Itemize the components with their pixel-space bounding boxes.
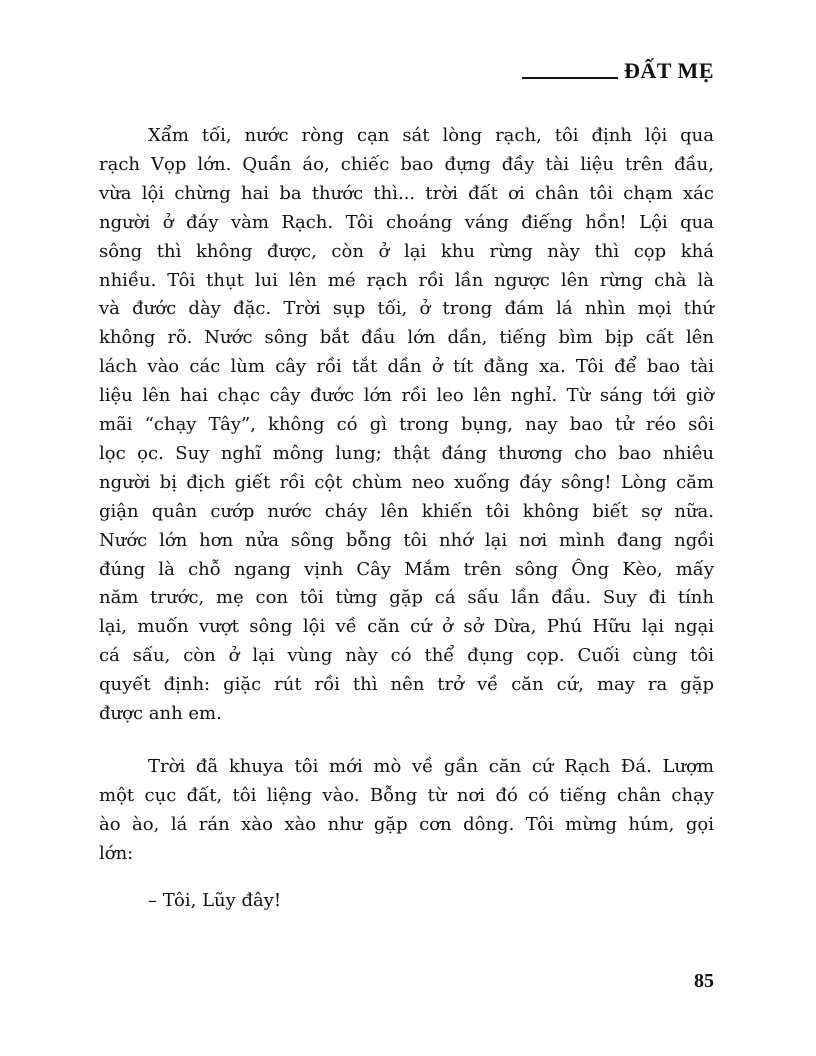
page-number: 85 bbox=[694, 970, 714, 992]
text-line: một cục đất, tôi liệng vào. Bỗng từ nơi đó có tiếng chân chạy bbox=[99, 784, 714, 806]
text-line: Nước lớn hơn nửa sông bỗng tôi nhớ lại nơi mình đang ngồi bbox=[99, 529, 714, 551]
text-line: người bị địch giết rồi cột chùm neo xuống đáy sông! Lòng căm bbox=[99, 471, 714, 493]
text-line: – Tôi, Lũy đây! bbox=[148, 890, 282, 911]
text-line: quyết định: giặc rút rồi thì nên trở về căn cứ, may ra gặp bbox=[99, 674, 714, 696]
text-line: nhiều. Tôi thụt lui lên mé rạch rồi lần ngược lên rừng chà là bbox=[99, 269, 714, 291]
header-title: ĐẤT MẸ bbox=[624, 58, 714, 83]
text-line: và đước dày đặc. Trời sụp tối, ở trong đám lá nhìn mọi thứ bbox=[99, 298, 714, 320]
text-line: lọc ọc. Suy nghĩ mông lung; thật đáng thương cho bao nhiêu bbox=[99, 442, 714, 464]
text-line: được anh em. bbox=[99, 703, 222, 724]
text-line: rạch Vọp lớn. Quần áo, chiếc bao đựng đầy tài liệu trên đầu, bbox=[99, 153, 714, 175]
text-line: lách vào các lùm cây rồi tắt dần ở tít đằng xa. Tôi để bao tài bbox=[99, 356, 714, 378]
text-line: giận quân cướp nước cháy lên khiến tôi không biết sợ nữa. bbox=[99, 500, 714, 522]
text-line: mãi “chạy Tây”, không có gì trong bụng, nay bao tử réo sôi bbox=[99, 414, 714, 435]
text-line: sông thì không được, còn ở lại khu rừng này thì cọp khá bbox=[99, 240, 714, 262]
text-line: cá sấu, còn ở lại vùng này có thể đụng cọp. Cuối cùng tôi bbox=[99, 645, 714, 667]
text-line: liệu lên hai chạc cây đước lớn rồi leo lên nghỉ. Từ sáng tới giờ bbox=[99, 385, 714, 407]
text-line: người ở đáy vàm Rạch. Tôi choáng váng điếng hồn! Lội qua bbox=[99, 211, 714, 233]
text-line: lại, muốn vượt sông lội về căn cứ ở sở Dừa, Phú Hữu lại ngại bbox=[99, 616, 714, 638]
text-line: ào ào, lá rán xào xào như gặp cơn dông. Tôi mừng húm, gọi bbox=[99, 813, 714, 835]
text-line: Trời đã khuya tôi mới mò về gần căn cứ Rạch Đá. Lượm bbox=[148, 756, 714, 777]
text-line: vừa lội chừng hai ba thước thì... trời đất ơi chân tôi chạm xác bbox=[99, 182, 714, 204]
text-line: đúng là chỗ ngang vịnh Cây Mắm trên sông Ông Kèo, mấy bbox=[99, 558, 714, 580]
text-line: không rõ. Nước sông bắt đầu lớn dần, tiếng bìm bịp cất lên bbox=[99, 327, 714, 349]
text-line: năm trước, mẹ con tôi từng gặp cá sấu lần đầu. Suy đi tính bbox=[99, 587, 714, 609]
running-header bbox=[522, 58, 714, 84]
header-rule bbox=[522, 77, 618, 79]
text-line: Xẩm tối, nước ròng cạn sát lòng rạch, tôi định lội qua bbox=[148, 125, 714, 146]
text-line: lớn: bbox=[99, 842, 134, 864]
